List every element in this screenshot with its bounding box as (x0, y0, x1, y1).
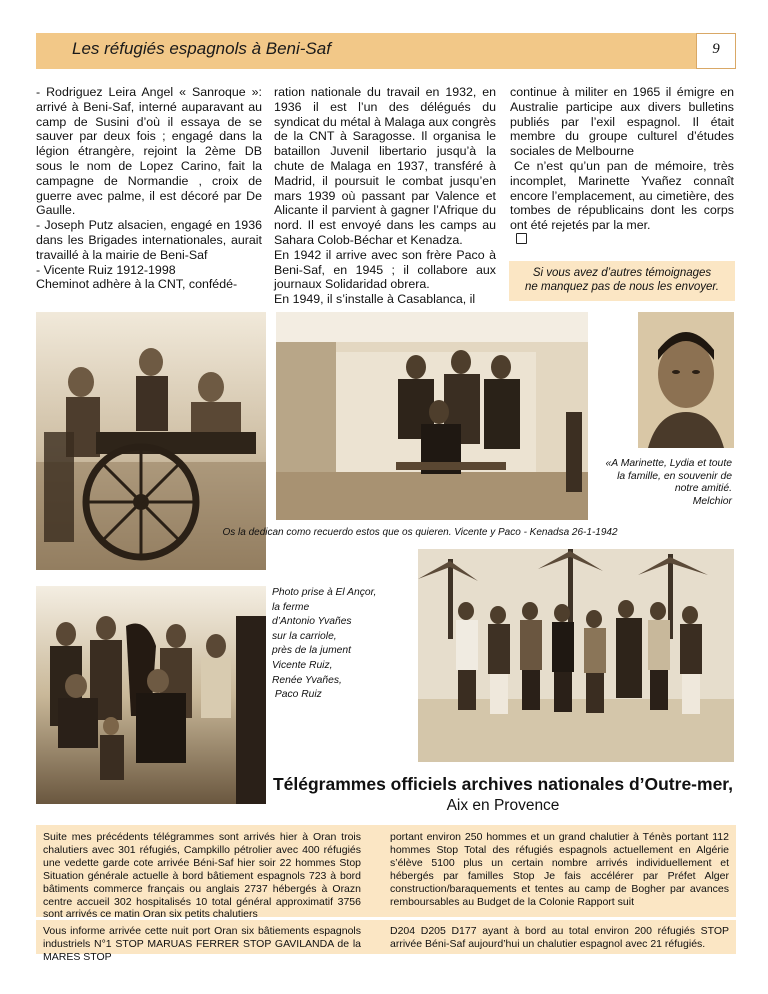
paragraph: En 1949, il s’installe à Casablanca, il (274, 292, 476, 307)
caption-line: d’Antonio Yvañes (272, 616, 352, 628)
page-title: Les réfugiés espagnols à Beni-Saf (72, 39, 331, 58)
end-of-article-box-icon (516, 233, 527, 244)
caption-line: près de la jument (272, 645, 351, 657)
photo-portrait-melchior (638, 312, 734, 448)
paragraph: ration nationale du travail en 1932, en 1936 il est l’un des délégués du syndicat du métal à Malaga aux congrès de la CNT à Saragosse. Il organisa le bataillon Juvenil libertario jusqu’à la chute de Malaga en 1937, transféré à Madrid, il poursuit le combat jusqu’en mars 1939 où passant par Valence et Alicante il parvient à gagner l’Afrique du nord. Il est envoyé dans les camps au Sahara Colob-Béchar et Kenadza. (274, 85, 496, 247)
farm-photo-caption (272, 586, 392, 703)
portrait-caption (592, 458, 732, 508)
telegrams-subtitle: Aix en Provence (446, 797, 560, 814)
dedication-caption: Os la dedican como recuerdo estos que os quieren. Vicente y Paco - Kenadsa 26-1-1942 (222, 527, 618, 538)
article-column-1 (36, 85, 262, 292)
caption-line: sur la carriole, (272, 630, 337, 642)
caption-line: la famille, en souvenir de (617, 470, 732, 482)
paragraph: Ce n’est qu’un pan de mémoire, très incomplet, Marinette Yvañez connaît encore l’emplacement, au cimetière, des tombes de républicains dont les corps ont été rejetés par la mer. (510, 158, 734, 233)
telegram-1-text-left: Suite mes précédents télégrammes sont arrivés hier à Oran trois chalutiers avec 301 réfugiés, Campkillo pétrolier avec 400 réfugiés une vedette garde cote arrivée Béni-Saf hier soir 22 hommes Stop Situation générale actuelle à bord bâtiement espagnols 723 à bord bâtiments commerce français ou anglais 2737 hébergés à Orazn centre accueil 302 hospitalisés 10 total général approximatif 3756 sont arrivés ce matin Oran six petits chalutiers (43, 831, 361, 921)
photo-palm-grove-group (418, 549, 734, 762)
photo-kenadsa-group (276, 312, 588, 520)
paragraph: continue à militer en 1965 il émigre en Australie participe aux divers bulletins publiés par l’exil espagnol. Il était membre du groupe culturel d’études sociales de Melbourne (510, 85, 734, 159)
telegram-2-text-left: Vous informe arrivée cette nuit port Oran six bâtiements espagnols industriels N°1 STOP MARUAS FERRER STOP GAVILANDA de la MARES STOP (43, 925, 361, 963)
caption-line: Renée Yvañes, (272, 674, 342, 686)
caption-line: Vicente Ruiz, (272, 659, 333, 671)
paragraph: - Joseph Putz alsacien, engagé en 1936 dans les Brigades internationales, aurait travaillé à la mairie de Beni-Saf (36, 218, 262, 262)
photo-el-ancor-farm (36, 586, 266, 804)
caption-line: Photo prise à El Ançor, (272, 587, 377, 598)
caption-line: Paco Ruiz (272, 689, 322, 701)
page-number: 9 (712, 41, 720, 57)
callout-line: ne manquez pas de nous les envoyer. (525, 281, 719, 293)
callout-line: Si vous avez d’autres témoignages (532, 267, 712, 279)
callout-box (509, 261, 735, 301)
telegram-2-text-right: D204 D205 D177 ayant à bord au total environ 200 réfugiés STOP arrivée Béni-Saf aujourd’hui un chalutier espagnol avec 21 réfugiés. (390, 925, 729, 950)
article-column-2 (274, 85, 496, 307)
article-column-3 (510, 85, 734, 233)
caption-line: la ferme (272, 601, 310, 613)
paragraph: - Rodriguez Leira Angel « Sanroque »: arrivé à Beni-Saf, interné auparavant au camp de Susini d’où il essaya de se sauver par deux fois ; engagé dans la légion étrangère, rejoint la 2ème DB sous le nom de Lopez Carino, fait la campagne de Normandie , croix de guerre avec palme, il est décoré par De Gaulle. (36, 85, 262, 218)
paragraph: - Vicente Ruiz 1912-1998 (36, 262, 176, 277)
caption-line: «A Marinette, Lydia et toute (605, 458, 732, 469)
paragraph: Cheminot adhère à la CNT, confédé- (36, 277, 238, 292)
paragraph: En 1942 il arrive avec son frère Paco à Beni-Saf, en 1945 ; il collabore aux journaux Solidaridad obrera. (274, 247, 496, 292)
telegram-1-text-right: portant environ 250 hommes et un grand chalutier à Ténès portant 112 hommes Stop Total des réfugiés espagnols actuellement en Algérie s’élève 5100 plus un certain nombre arrivés individuellement et hébergés par familles Stop Je fais accélérer par Préfet Alger construction/baraquements et tentes au camp de Bogher par avances remboursables au Budget de la Colonie Rapport suit (390, 831, 729, 908)
caption-line: notre amitié. (674, 483, 732, 494)
telegrams-title: Télégrammes officiels archives nationales d’Outre-mer, (272, 774, 734, 794)
caption-line: Melchior (692, 495, 732, 507)
